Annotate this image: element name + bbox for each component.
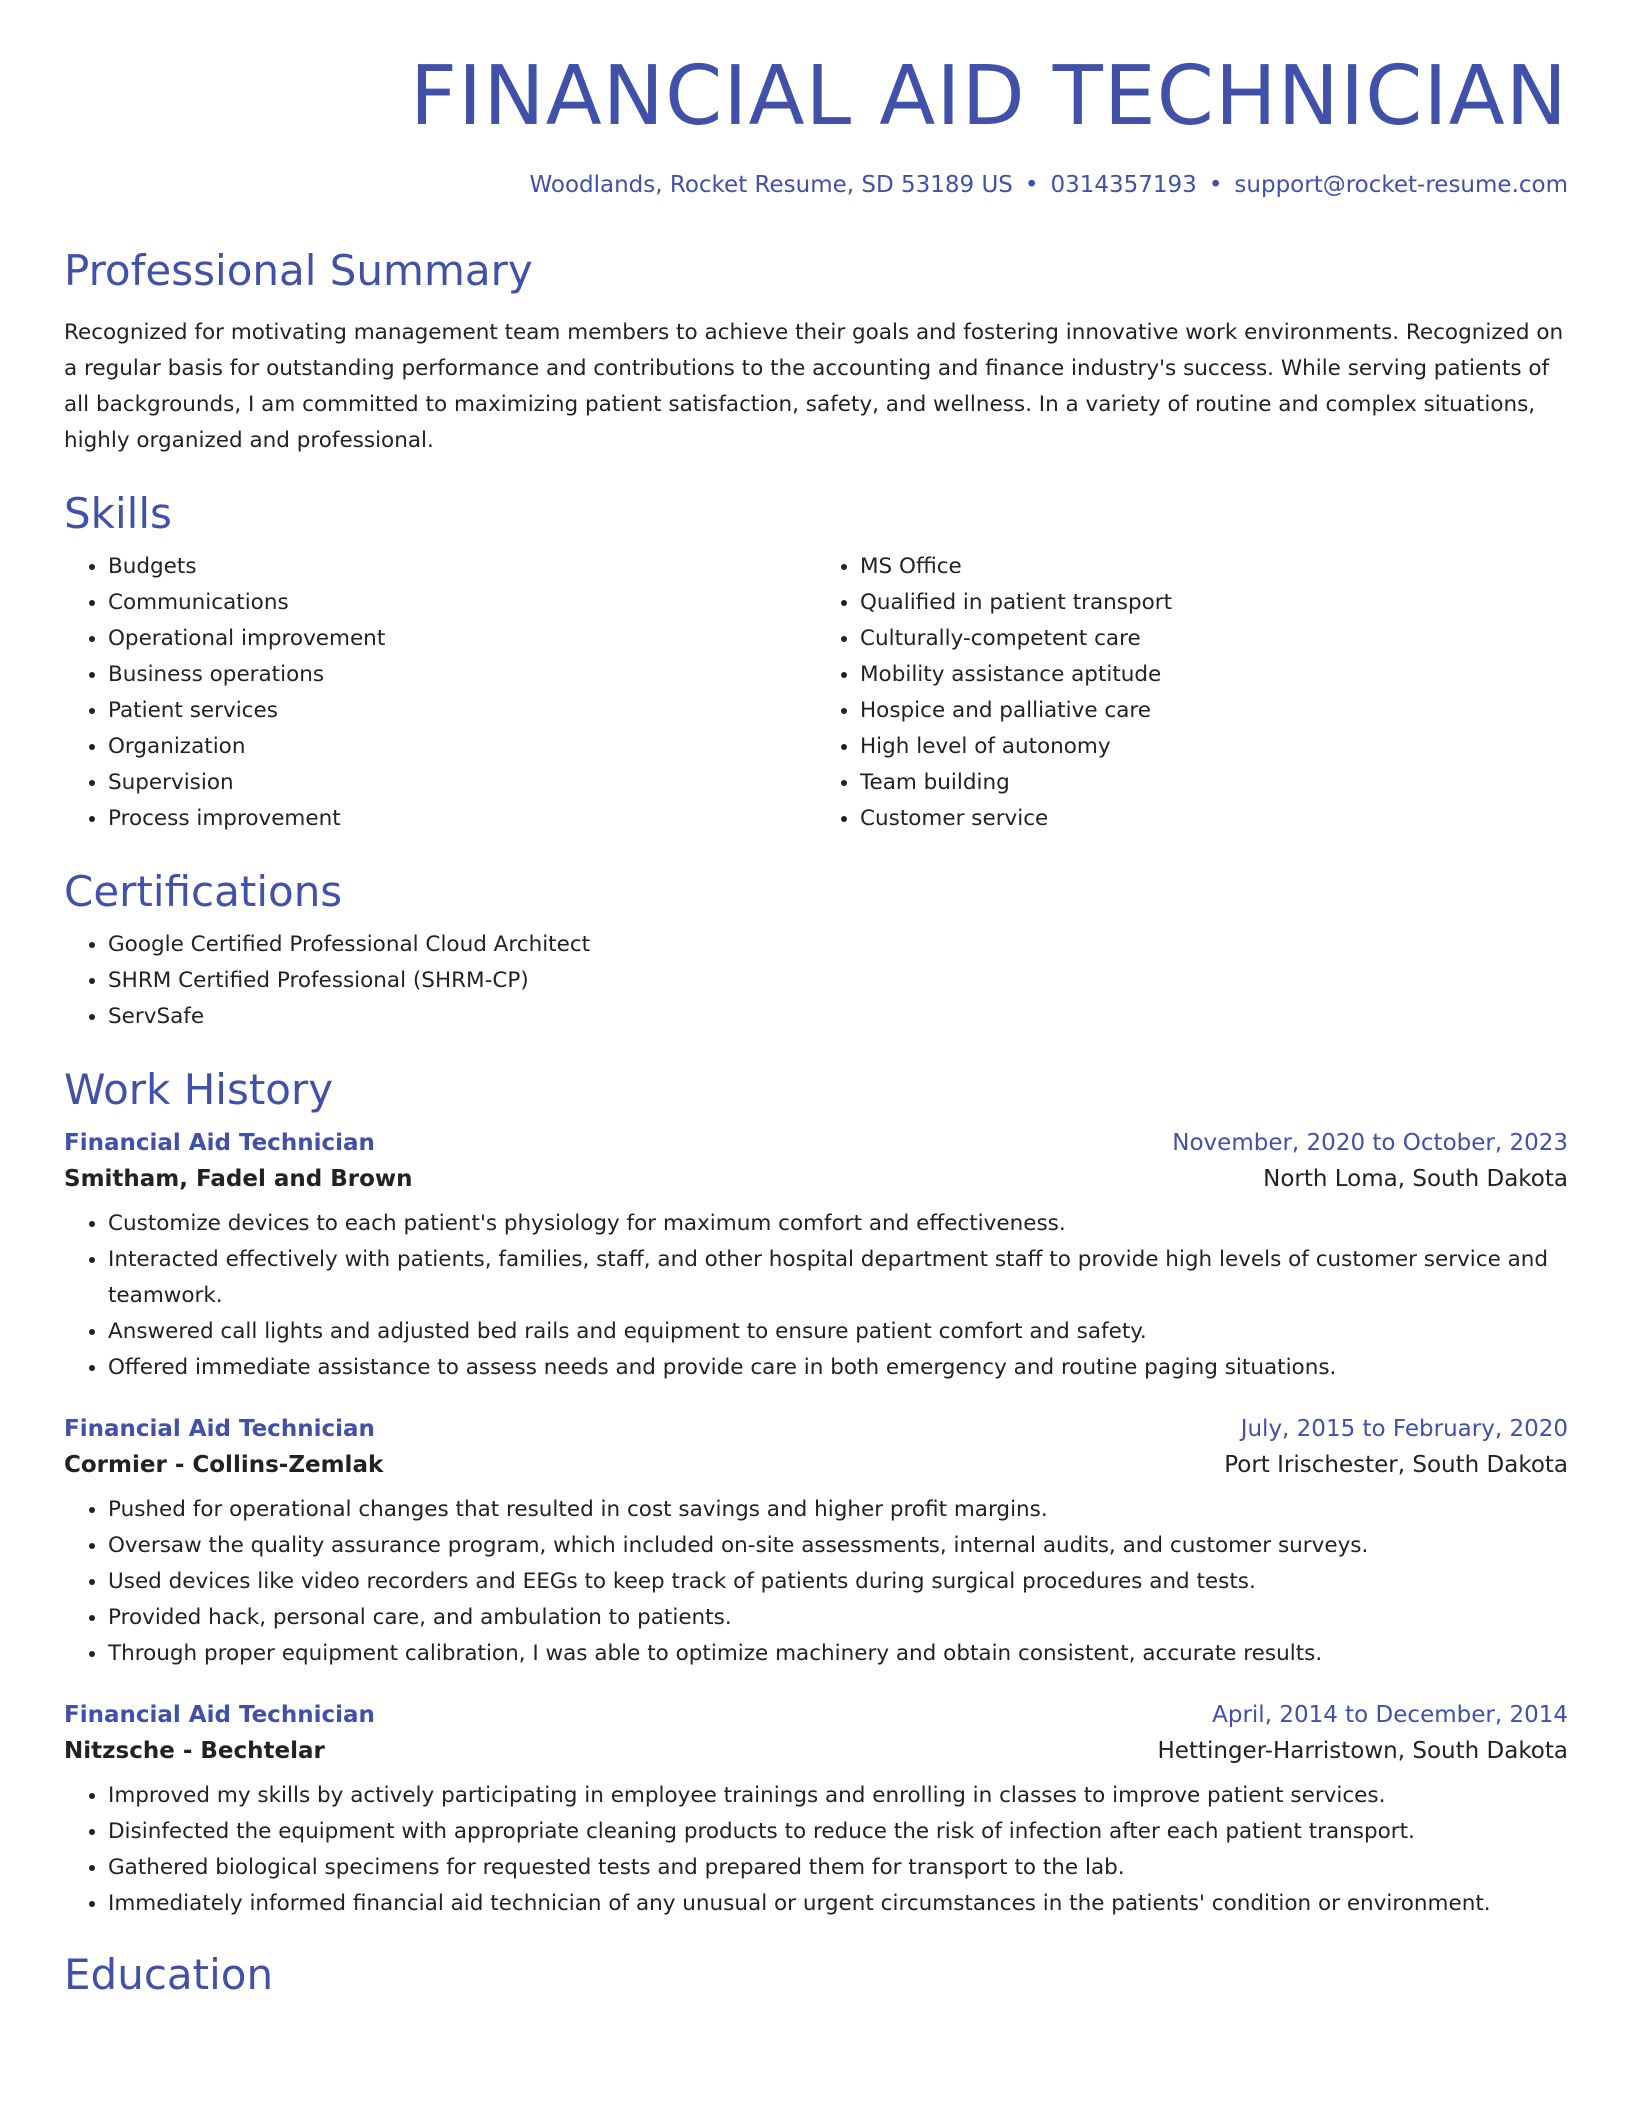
candidate-name: FINANCIAL AID TECHNICIAN — [409, 49, 1568, 144]
skill-item: • Mobility assistance aptitude — [860, 657, 1568, 693]
job-location: Hettinger-Harristown, South Dakota — [1157, 1737, 1568, 1764]
contact-email[interactable]: support@rocket-resume.com — [1234, 172, 1568, 199]
job-header — [64, 1130, 1568, 1156]
skills-list-left — [64, 549, 816, 837]
skill-item: • Business operations — [108, 657, 816, 693]
certifications-heading: Certifications — [64, 866, 343, 916]
job-title: Financial Aid Technician — [64, 1129, 375, 1156]
skills-list-right — [816, 549, 1568, 837]
job-bullets — [64, 1778, 1568, 1922]
job-company: Nitzsche - Bechtelar — [64, 1737, 325, 1764]
skill-item: • High level of autonomy — [860, 729, 1568, 765]
contact-address: Woodlands, Rocket Resume, SD 53189 US — [529, 172, 1013, 199]
job-bullets — [64, 1206, 1568, 1386]
skills-columns — [64, 549, 1568, 837]
resume-header — [64, 0, 1568, 198]
skill-item: • Budgets — [108, 549, 816, 585]
job-entry — [64, 1130, 1568, 1386]
summary-text: Recognized for motivating management team members to achieve their goals and fostering innovative work environments. Recognized on a regular basis for outstanding performance and contributions to the accounting and finance industry's success. While serving patients of all backgrounds, I am committed to maximizing patient satisfaction, safety, and wellness. In a variety of routine and complex situations, highly organized and professional. — [64, 319, 1564, 453]
skills-heading: Skills — [64, 488, 172, 538]
skill-item: • Process improvement — [108, 801, 816, 837]
job-entry — [64, 1416, 1568, 1672]
job-bullet: • Disinfected the equipment with appropriate cleaning products to reduce the risk of infection after each patient transport. — [108, 1814, 1568, 1850]
job-bullets — [64, 1492, 1568, 1672]
job-bullet: • Improved my skills by actively participating in employee trainings and enrolling in classes to improve patient services. — [108, 1778, 1568, 1814]
job-bullet: • Immediately informed financial aid technician of any unusual or urgent circumstances in the patients' condition or environment. — [108, 1886, 1568, 1922]
job-location: Port Irischester, South Dakota — [1224, 1451, 1568, 1478]
certifications-list — [64, 927, 1568, 1035]
skill-item: • MS Office — [860, 549, 1568, 585]
work-history-heading: Work History — [64, 1065, 334, 1115]
job-subheader — [64, 1166, 1568, 1192]
job-header — [64, 1416, 1568, 1442]
job-subheader — [64, 1738, 1568, 1764]
job-bullet: • Through proper equipment calibration, I was able to optimize machinery and obtain consistent, accurate results. — [108, 1636, 1568, 1672]
contact-phone: 0314357193 — [1050, 172, 1197, 199]
certification-item: • SHRM Certified Professional (SHRM-CP) — [108, 963, 1568, 999]
job-bullet: • Oversaw the quality assurance program, which included on-site assessments, internal audits, and customer surveys. — [108, 1528, 1568, 1564]
job-bullet: • Used devices like video recorders and EEGs to keep track of patients during surgical procedures and tests. — [108, 1564, 1568, 1600]
summary-heading: Professional Summary — [64, 246, 533, 296]
job-company: Cormier - Collins-Zemlak — [64, 1451, 384, 1478]
job-title: Financial Aid Technician — [64, 1701, 375, 1728]
job-bullet: • Customize devices to each patient's physiology for maximum comfort and effectiveness. — [108, 1206, 1568, 1242]
job-title: Financial Aid Technician — [64, 1415, 375, 1442]
skill-item: • Organization — [108, 729, 816, 765]
skill-item: • Customer service — [860, 801, 1568, 837]
skill-item: • Qualified in patient transport — [860, 585, 1568, 621]
job-bullet: • Provided hack, personal care, and ambulation to patients. — [108, 1600, 1568, 1636]
summary-section — [64, 246, 1568, 458]
skill-item: • Team building — [860, 765, 1568, 801]
job-dates: April, 2014 to December, 2014 — [1212, 1701, 1568, 1728]
skill-item: • Patient services — [108, 693, 816, 729]
certifications-section — [64, 867, 1568, 1035]
job-bullet: • Interacted effectively with patients, families, staff, and other hospital department staff to provide high levels of customer service and teamwork. — [108, 1242, 1568, 1314]
job-bullet: • Offered immediate assistance to assess needs and provide care in both emergency and routine paging situations. — [108, 1350, 1568, 1386]
job-bullet: • Pushed for operational changes that resulted in cost savings and higher profit margins. — [108, 1492, 1568, 1528]
job-company: Smitham, Fadel and Brown — [64, 1165, 413, 1192]
skill-item: • Communications — [108, 585, 816, 621]
education-heading: Education — [64, 1949, 274, 1999]
contact-line — [64, 172, 1568, 198]
job-bullet: • Gathered biological specimens for requested tests and prepared them for transport to the lab. — [108, 1850, 1568, 1886]
job-subheader — [64, 1452, 1568, 1478]
certification-item: • ServSafe — [108, 999, 1568, 1035]
job-bullet: • Answered call lights and adjusted bed rails and equipment to ensure patient comfort and safety. — [108, 1314, 1568, 1350]
certification-item: • Google Certified Professional Cloud Architect — [108, 927, 1568, 963]
job-dates: July, 2015 to February, 2020 — [1240, 1415, 1568, 1442]
work-history-section — [64, 1065, 1568, 1921]
skill-item: • Supervision — [108, 765, 816, 801]
job-entry — [64, 1702, 1568, 1922]
skill-item: • Operational improvement — [108, 621, 816, 657]
job-location: North Loma, South Dakota — [1263, 1165, 1568, 1192]
skills-section — [64, 489, 1568, 837]
education-section — [64, 1950, 1568, 2000]
contact-separator: • — [1024, 172, 1039, 199]
job-header — [64, 1702, 1568, 1728]
job-dates: November, 2020 to October, 2023 — [1172, 1129, 1568, 1156]
skill-item: • Hospice and palliative care — [860, 693, 1568, 729]
contact-separator: • — [1208, 172, 1223, 199]
skill-item: • Culturally-competent care — [860, 621, 1568, 657]
